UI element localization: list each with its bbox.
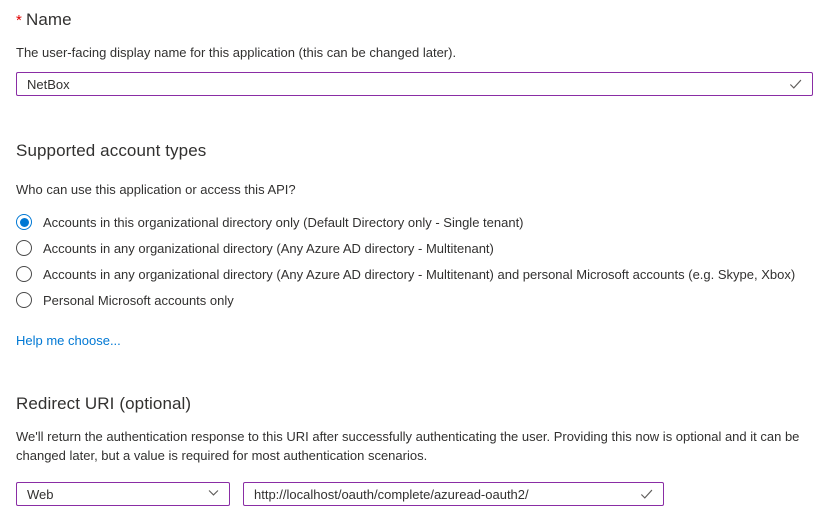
account-types-radio-group bbox=[16, 209, 813, 313]
redirect-uri-input-container bbox=[243, 482, 664, 506]
name-section-title bbox=[16, 10, 813, 30]
radio-option-label: Accounts in any organizational directory (Any Azure AD directory - Multitenant) bbox=[43, 240, 494, 256]
radio-option-personal-only[interactable] bbox=[16, 287, 813, 313]
help-me-choose-link[interactable]: Help me choose... bbox=[16, 333, 121, 348]
platform-select-value: Web bbox=[27, 486, 54, 502]
platform-select[interactable] bbox=[16, 482, 230, 506]
name-input-container bbox=[16, 72, 813, 96]
radio-option-label: Accounts in any organizational directory (Any Azure AD directory - Multitenant) and personal Microsoft accounts (e.g. Skype, Xbox) bbox=[43, 266, 796, 282]
radio-button-icon[interactable] bbox=[16, 240, 32, 256]
account-types-question: Who can use this application or access this API? bbox=[16, 182, 296, 197]
radio-button-icon[interactable] bbox=[16, 266, 32, 282]
chevron-down-icon bbox=[207, 486, 220, 502]
required-asterisk: * bbox=[16, 12, 22, 29]
radio-option-single-tenant[interactable] bbox=[16, 209, 813, 235]
radio-button-icon[interactable] bbox=[16, 214, 32, 230]
redirect-uri-row bbox=[16, 482, 813, 506]
redirect-uri-section bbox=[16, 394, 813, 506]
redirect-uri-input[interactable] bbox=[244, 483, 663, 505]
name-description: The user-facing display name for this application (this can be changed later). bbox=[16, 45, 457, 60]
account-types-section bbox=[16, 141, 813, 350]
name-input[interactable] bbox=[17, 73, 812, 95]
valid-check-icon bbox=[788, 77, 803, 92]
radio-option-label: Accounts in this organizational directory only (Default Directory only - Single tenant) bbox=[43, 214, 524, 230]
redirect-uri-title: Redirect URI (optional) bbox=[16, 394, 192, 413]
account-types-title: Supported account types bbox=[16, 141, 207, 160]
radio-option-label: Personal Microsoft accounts only bbox=[43, 292, 234, 308]
radio-option-multitenant-personal[interactable] bbox=[16, 261, 813, 287]
name-title-text: Name bbox=[25, 10, 72, 29]
valid-check-icon bbox=[639, 487, 654, 502]
radio-button-icon[interactable] bbox=[16, 292, 32, 308]
radio-option-multitenant[interactable] bbox=[16, 235, 813, 261]
redirect-uri-description: We'll return the authentication response to this URI after successfully authenticating the user. Providing this now is optional and it can be changed later, but a value is required for most authentication scenarios. bbox=[16, 429, 800, 463]
